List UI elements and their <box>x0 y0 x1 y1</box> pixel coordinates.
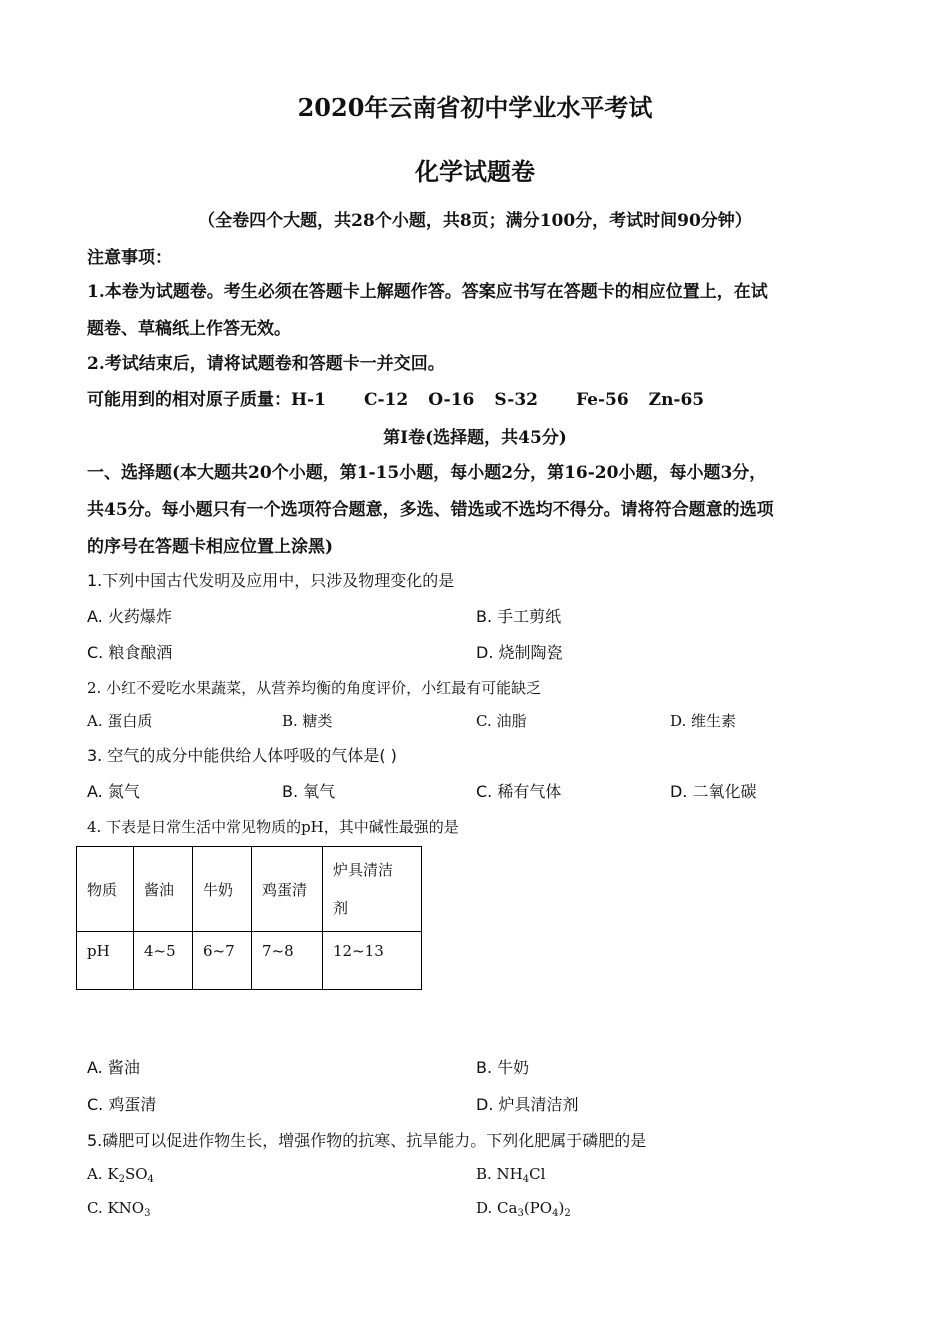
exam-info: （全卷四个大题，共28个小题，共8页；满分100分，考试时间90分钟） <box>198 211 752 231</box>
mass-c: C-12 <box>363 390 409 410</box>
question-2-option-d: D. 维生素 <box>670 712 737 730</box>
section-instructions-3: 的序号在答题卡相应位置上涂黑) <box>87 537 334 557</box>
ph-table-cell: 12~13 <box>323 932 422 990</box>
question-4-option-b: B. 牛奶 <box>476 1058 530 1077</box>
ph-table-cell: 6~7 <box>193 932 252 990</box>
exam-subtitle: 化学试题卷 <box>415 157 535 186</box>
question-3-option-c: C. 稀有气体 <box>476 782 562 801</box>
mass-o: O-16 <box>428 390 475 410</box>
section-instructions-1: 一、选择题(本大题共20个小题，第1-15小题，每小题2分，第16-20小题，每小题3分， <box>87 463 767 483</box>
ph-table-header-row <box>77 847 422 932</box>
ph-table-cell: 4~5 <box>134 932 193 990</box>
mass-fe: Fe-56 <box>575 390 629 410</box>
question-1-option-a: A. 火药爆炸 <box>87 607 172 626</box>
ph-table-cell: 7~8 <box>252 932 323 990</box>
section-instructions-2: 共45分。每小题只有一个选项符合题意，多选、错选或不选均不得分。请将符合题意的选项 <box>87 500 774 520</box>
question-1-option-c: C. 粮食酿酒 <box>87 643 173 662</box>
question-1-stem: 1.下列中国古代发明及应用中，只涉及物理变化的是 <box>87 571 455 590</box>
mass-s: S-32 <box>494 390 538 410</box>
ph-table <box>76 846 422 990</box>
question-3-option-a: A. 氮气 <box>87 782 140 801</box>
question-5-option-a: A. $K_2SO_4$ <box>87 1165 154 1185</box>
ph-table-header-cell: 物质 <box>77 847 134 932</box>
part1-heading: 第Ⅰ卷(选择题，共45分) <box>383 428 567 448</box>
question-2-option-c: C. 油脂 <box>476 712 527 730</box>
mass-zn: Zn-65 <box>648 390 705 410</box>
ph-table-header-last-line2: 剂 <box>333 899 349 917</box>
question-2-option-b: B. 糖类 <box>282 712 333 730</box>
ph-table-header-cell <box>323 847 422 932</box>
ph-table-header-last-line1: 炉具清洁 <box>333 861 394 879</box>
notice-item-1-cont: 题卷、草稿纸上作答无效。 <box>87 319 291 339</box>
mass-h: H-1 <box>291 390 326 410</box>
notice-item-2: 2.考试结束后，请将试题卷和答题卡一并交回。 <box>87 354 445 374</box>
question-3-option-b: B. 氧气 <box>282 782 336 801</box>
question-4-option-c: C. 鸡蛋清 <box>87 1095 157 1114</box>
ph-table-header-cell: 酱油 <box>134 847 193 932</box>
question-2-stem: 2. 小红不爱吃水果蔬菜，从营养均衡的角度评价，小红最有可能缺乏 <box>87 679 542 697</box>
question-4-option-d: D. 炉具清洁剂 <box>476 1095 579 1114</box>
notice-heading: 注意事项： <box>87 248 172 268</box>
question-5-option-d: D. $Ca_3(PO_4)_2$ <box>476 1199 571 1219</box>
atomic-masses <box>87 385 704 410</box>
question-3-stem: 3. 空气的成分中能供给人体呼吸的气体是( ) <box>87 746 397 765</box>
question-1-option-d: D. 烧制陶瓷 <box>476 643 563 662</box>
notice-item-1: 1.本卷为试题卷。考生必须在答题卡上解题作答。答案应书写在答题卡的相应位置上，在试 <box>87 282 768 302</box>
question-5-option-b: B. $NH_4Cl$ <box>476 1165 546 1185</box>
question-5-stem: 5.磷肥可以促进作物生长，增强作物的抗寒、抗旱能力。下列化肥属于磷肥的是 <box>87 1131 647 1150</box>
question-4-stem: 4. 下表是日常生活中常见物质的pH，其中碱性最强的是 <box>87 818 459 836</box>
ph-table-value-row <box>77 932 422 990</box>
atomic-masses-label: 可能用到的相对原子质量： <box>87 390 291 410</box>
exam-title: 2020年云南省初中学业水平考试 <box>297 93 653 122</box>
question-3-option-d: D. 二氧化碳 <box>670 782 757 801</box>
question-4-option-a: A. 酱油 <box>87 1058 140 1077</box>
question-1-option-b: B. 手工剪纸 <box>476 607 562 626</box>
question-2-option-a: A. 蛋白质 <box>87 712 153 730</box>
ph-table-header-cell: 牛奶 <box>193 847 252 932</box>
ph-table-cell: pH <box>77 932 134 990</box>
ph-table-header-cell: 鸡蛋清 <box>252 847 323 932</box>
question-5-option-c: C. $KNO_3$ <box>87 1199 151 1219</box>
